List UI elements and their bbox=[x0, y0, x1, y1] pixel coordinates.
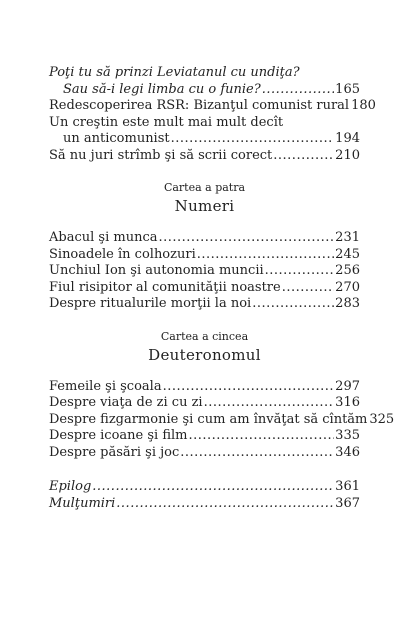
toc-entry bbox=[49, 247, 360, 264]
dot-leader bbox=[252, 296, 334, 313]
dot-leader bbox=[180, 445, 334, 462]
dot-leader bbox=[197, 247, 334, 264]
dot-leader bbox=[188, 428, 334, 445]
toc-page-number: 361 bbox=[335, 479, 360, 494]
toc-page-number: 367 bbox=[335, 495, 360, 511]
table-of-contents bbox=[49, 65, 395, 512]
toc-entry bbox=[49, 296, 360, 313]
toc-entry bbox=[49, 496, 360, 513]
toc-entry-title-line2: un anticomunist bbox=[63, 131, 170, 146]
toc-page-number: 325 bbox=[369, 411, 395, 427]
toc-page-number: 256 bbox=[335, 263, 360, 278]
toc-page-number: 316 bbox=[335, 395, 360, 410]
toc-entry-title: Fiul risipitor al comunităţii noastre bbox=[49, 279, 281, 295]
dot-leader bbox=[116, 496, 334, 513]
toc-entry-title-line1: Un creştin este mult mai mult decît bbox=[49, 114, 284, 130]
toc-entry bbox=[49, 148, 360, 165]
toc-page-number: 270 bbox=[335, 279, 360, 295]
toc-entry-title-line2: Sau să-i legi limba cu o funie? bbox=[63, 81, 261, 97]
toc-page-number: 346 bbox=[335, 444, 360, 460]
toc-entry-title: Despre păsări şi joc bbox=[49, 444, 180, 460]
book-title: Deuteronomul bbox=[148, 345, 261, 364]
book-title: Numeri bbox=[174, 197, 235, 215]
toc-entry-title: Epilog bbox=[49, 479, 92, 494]
dot-leader bbox=[262, 82, 334, 99]
dot-leader bbox=[92, 479, 334, 496]
dot-leader bbox=[265, 263, 335, 280]
toc-entry-title: Femeile şi şcoala bbox=[49, 378, 162, 394]
toc-entry-title: Despre viaţa de zi cu zi bbox=[49, 395, 203, 410]
toc-entry bbox=[49, 479, 360, 496]
toc-entry-title: Despre icoane şi film bbox=[49, 428, 188, 443]
dot-leader bbox=[158, 230, 334, 247]
dot-leader bbox=[282, 280, 334, 297]
toc-page-number: 335 bbox=[335, 428, 360, 443]
toc-page-number: 283 bbox=[335, 296, 360, 311]
toc-page-number: 297 bbox=[335, 378, 360, 394]
toc-entry bbox=[49, 428, 360, 445]
toc-entry-title: Despre fizgarmonie şi cum am învăţat să cîntăm bbox=[49, 411, 368, 427]
toc-entry bbox=[49, 445, 360, 462]
toc-entry-title: Mulţumiri bbox=[49, 495, 116, 511]
toc-entry bbox=[49, 98, 376, 115]
dot-leader bbox=[204, 395, 335, 412]
toc-page-number: 231 bbox=[335, 230, 360, 245]
dot-leader bbox=[163, 379, 335, 396]
toc-page-number: 165 bbox=[335, 81, 360, 97]
dot-leader bbox=[171, 131, 335, 148]
toc-entry bbox=[49, 395, 360, 412]
toc-entry bbox=[49, 263, 360, 280]
toc-page-number: 245 bbox=[335, 246, 360, 262]
toc-entry-title: Sinoadele în colhozuri bbox=[49, 246, 196, 262]
toc-entry bbox=[49, 280, 360, 297]
dot-leader bbox=[273, 148, 334, 165]
toc-entry-title-line1: Poţi tu să prinzi Leviatanul cu undiţa? bbox=[49, 65, 300, 80]
toc-entry bbox=[49, 379, 360, 396]
toc-page-number: 194 bbox=[335, 131, 360, 146]
toc-entry-title: Să nu juri strîmb şi să scrii corect bbox=[49, 147, 273, 163]
book-heading: Cartea a cincea bbox=[160, 329, 249, 343]
book-heading: Cartea a patra bbox=[163, 181, 246, 194]
toc-entry-title: Redescoperirea RSR: Bizanţul comunist rural bbox=[49, 98, 350, 113]
toc-entry-title: Abacul şi munca bbox=[49, 230, 158, 245]
toc-entry bbox=[49, 65, 360, 98]
toc-entry bbox=[49, 115, 360, 148]
toc-entry-title: Despre ritualurile morţii la noi bbox=[49, 296, 252, 311]
toc-entry-title: Unchiul Ion şi autonomia muncii bbox=[49, 263, 264, 278]
toc-page-number: 180 bbox=[351, 98, 376, 113]
toc-page-number: 210 bbox=[335, 147, 360, 163]
toc-entry bbox=[49, 411, 395, 429]
toc-entry bbox=[49, 230, 360, 247]
